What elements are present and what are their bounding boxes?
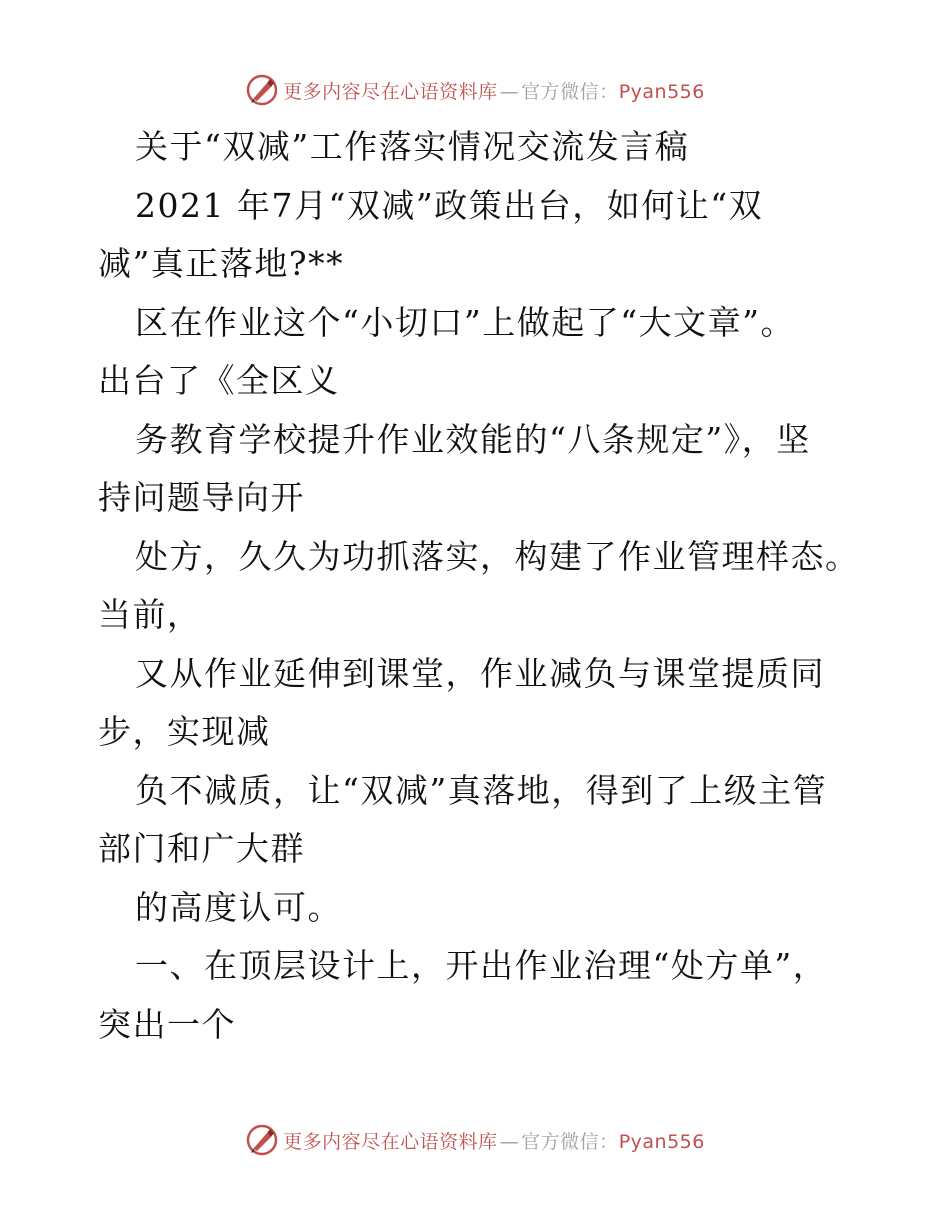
document-line: 突出一个 — [98, 1004, 236, 1044]
watermark-handle: Pyan556 — [618, 1130, 705, 1153]
watermark-brand: 更多内容尽在心语资料库 — [283, 80, 498, 103]
document-line: 持问题导向开 — [98, 478, 305, 517]
document-line: 2021 年7月“双减”政策出台，如何让“双 — [135, 185, 764, 225]
watermark-banner-bottom — [0, 1120, 950, 1160]
document-line: 务教育学校提升作业效能的“八条规定”》，坚 — [135, 419, 811, 459]
watermark-dash: — — [499, 80, 520, 103]
pen-logo-icon — [245, 1123, 279, 1157]
watermark-banner-top — [0, 70, 950, 110]
pen-logo-icon — [245, 73, 279, 107]
document-line: 部门和广大群 — [98, 829, 305, 868]
document-line: 又从作业延伸到课堂，作业减负与课堂提质同 — [135, 653, 825, 693]
watermark-handle: Pyan556 — [618, 80, 705, 103]
document-line: 出台了《全区义 — [98, 361, 340, 400]
document-line: 处方，久久为功抓落实，构建了作业管理样态。 — [135, 536, 860, 576]
document-line: 一、在顶层设计上，开出作业治理“处方单”， — [135, 946, 828, 985]
document-line: 的高度认可。 — [135, 887, 342, 927]
document-line: 区在作业这个“小切口”上做起了“大文章”。 — [135, 302, 795, 342]
document-line: 步，实现减 — [98, 712, 271, 751]
watermark-dash: — — [499, 1130, 520, 1153]
watermark-text — [283, 1127, 705, 1154]
watermark-wechat-label: 官方微信： — [521, 80, 619, 103]
document-line: 负不减质，让“双减”真落地，得到了上级主管 — [135, 770, 828, 810]
watermark-text — [283, 77, 705, 104]
document-body — [98, 118, 858, 1054]
watermark-wechat-label: 官方微信： — [521, 1130, 619, 1153]
document-line: 当前， — [98, 595, 202, 634]
watermark-brand: 更多内容尽在心语资料库 — [283, 1130, 498, 1153]
document-line: 减”真正落地?** — [98, 244, 345, 283]
document-line: 关于“双减”工作落实情况交流发言稿 — [135, 127, 690, 166]
